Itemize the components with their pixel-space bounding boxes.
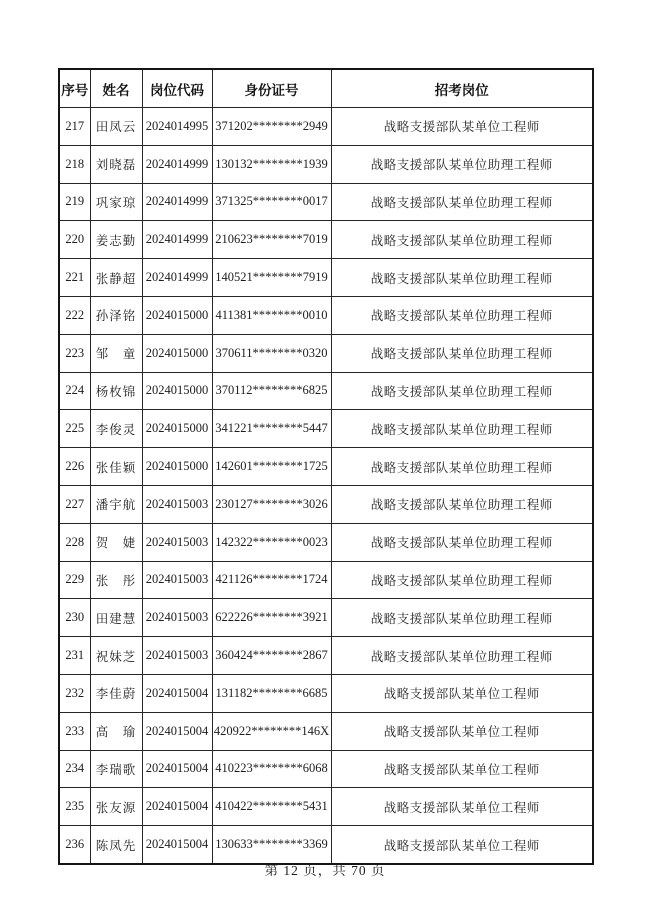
cell-name: 张静超: [90, 259, 142, 297]
cell-name: 潘宇航: [90, 485, 142, 523]
cell-name: 张友源: [90, 788, 142, 826]
cell-name: 邹 童: [90, 334, 142, 372]
cell-seq: 220: [59, 221, 90, 259]
table-row: [59, 599, 593, 637]
cell-recruit-position: 战略支援部队某单位助理工程师: [331, 334, 593, 372]
cell-job-code: 2024015003: [142, 637, 212, 675]
table-body: [59, 108, 593, 864]
col-header-job-code: 岗位代码: [142, 69, 212, 108]
cell-seq: 228: [59, 523, 90, 561]
table-row: [59, 750, 593, 788]
cell-seq: 224: [59, 372, 90, 410]
cell-recruit-position: 战略支援部队某单位助理工程师: [331, 485, 593, 523]
cell-id-number: 421126********1724: [212, 561, 331, 599]
table-row: [59, 410, 593, 448]
cell-job-code: 2024015003: [142, 523, 212, 561]
table-row: [59, 372, 593, 410]
cell-id-number: 410223********6068: [212, 750, 331, 788]
cell-recruit-position: 战略支援部队某单位助理工程师: [331, 372, 593, 410]
cell-recruit-position: 战略支援部队某单位助理工程师: [331, 410, 593, 448]
cell-seq: 218: [59, 145, 90, 183]
cell-recruit-position: 战略支援部队某单位助理工程师: [331, 448, 593, 486]
cell-job-code: 2024014999: [142, 183, 212, 221]
cell-id-number: 410422********5431: [212, 788, 331, 826]
cell-id-number: 370611********0320: [212, 334, 331, 372]
cell-name: 杨枚锦: [90, 372, 142, 410]
cell-id-number: 420922********146X: [212, 712, 331, 750]
cell-name: 陈凤先: [90, 826, 142, 864]
cell-seq: 229: [59, 561, 90, 599]
cell-seq: 217: [59, 108, 90, 146]
table-row: [59, 448, 593, 486]
table-row: [59, 221, 593, 259]
cell-recruit-position: 战略支援部队某单位助理工程师: [331, 296, 593, 334]
cell-seq: 222: [59, 296, 90, 334]
cell-id-number: 230127********3026: [212, 485, 331, 523]
cell-job-code: 2024015000: [142, 410, 212, 448]
candidate-table: [58, 68, 594, 865]
cell-name: 张佳颖: [90, 448, 142, 486]
cell-job-code: 2024015000: [142, 334, 212, 372]
table-row: [59, 674, 593, 712]
cell-job-code: 2024015000: [142, 448, 212, 486]
cell-id-number: 371325********0017: [212, 183, 331, 221]
cell-id-number: 360424********2867: [212, 637, 331, 675]
cell-id-number: 130633********3369: [212, 826, 331, 864]
cell-name: 田建慧: [90, 599, 142, 637]
table-header: [59, 69, 593, 108]
cell-job-code: 2024015003: [142, 485, 212, 523]
cell-recruit-position: 战略支援部队某单位助理工程师: [331, 259, 593, 297]
cell-seq: 225: [59, 410, 90, 448]
cell-recruit-position: 战略支援部队某单位助理工程师: [331, 523, 593, 561]
cell-job-code: 2024015003: [142, 561, 212, 599]
cell-job-code: 2024015003: [142, 599, 212, 637]
table-row: [59, 296, 593, 334]
cell-recruit-position: 战略支援部队某单位工程师: [331, 108, 593, 146]
cell-id-number: 371202********2949: [212, 108, 331, 146]
table-row: [59, 523, 593, 561]
cell-seq: 231: [59, 637, 90, 675]
cell-name: 巩家琼: [90, 183, 142, 221]
cell-id-number: 411381********0010: [212, 296, 331, 334]
table-row: [59, 334, 593, 372]
cell-recruit-position: 战略支援部队某单位助理工程师: [331, 561, 593, 599]
cell-name: 姜志勤: [90, 221, 142, 259]
cell-recruit-position: 战略支援部队某单位工程师: [331, 674, 593, 712]
cell-seq: 235: [59, 788, 90, 826]
cell-name: 贺 婕: [90, 523, 142, 561]
col-header-seq: 序号: [59, 69, 90, 108]
cell-id-number: 131182********6685: [212, 674, 331, 712]
cell-name: 李俊灵: [90, 410, 142, 448]
cell-seq: 230: [59, 599, 90, 637]
table-row: [59, 145, 593, 183]
cell-job-code: 2024014995: [142, 108, 212, 146]
cell-seq: 219: [59, 183, 90, 221]
cell-recruit-position: 战略支援部队某单位助理工程师: [331, 183, 593, 221]
cell-job-code: 2024015004: [142, 674, 212, 712]
cell-seq: 232: [59, 674, 90, 712]
table-row: [59, 259, 593, 297]
cell-job-code: 2024015004: [142, 750, 212, 788]
cell-job-code: 2024014999: [142, 259, 212, 297]
table-row: [59, 485, 593, 523]
cell-recruit-position: 战略支援部队某单位助理工程师: [331, 221, 593, 259]
cell-seq: 233: [59, 712, 90, 750]
cell-recruit-position: 战略支援部队某单位工程师: [331, 788, 593, 826]
cell-seq: 221: [59, 259, 90, 297]
cell-recruit-position: 战略支援部队某单位助理工程师: [331, 637, 593, 675]
table-row: [59, 183, 593, 221]
cell-name: 祝妹芝: [90, 637, 142, 675]
table-row: [59, 712, 593, 750]
cell-seq: 226: [59, 448, 90, 486]
col-header-name: 姓名: [90, 69, 142, 108]
cell-job-code: 2024015004: [142, 712, 212, 750]
cell-job-code: 2024015000: [142, 372, 212, 410]
col-header-id-number: 身份证号: [212, 69, 331, 108]
cell-id-number: 130132********1939: [212, 145, 331, 183]
cell-id-number: 370112********6825: [212, 372, 331, 410]
table-row: [59, 788, 593, 826]
cell-seq: 223: [59, 334, 90, 372]
cell-recruit-position: 战略支援部队某单位工程师: [331, 826, 593, 864]
cell-recruit-position: 战略支援部队某单位工程师: [331, 750, 593, 788]
cell-recruit-position: 战略支援部队某单位助理工程师: [331, 145, 593, 183]
cell-id-number: 341221********5447: [212, 410, 331, 448]
cell-id-number: 210623********7019: [212, 221, 331, 259]
table-row: [59, 637, 593, 675]
page-number-label: 第 12 页，共 70 页: [264, 863, 386, 878]
cell-job-code: 2024014999: [142, 221, 212, 259]
table-row: [59, 561, 593, 599]
header-row: [59, 69, 593, 108]
col-header-recruit-position: 招考岗位: [331, 69, 593, 108]
cell-name: 田凤云: [90, 108, 142, 146]
cell-seq: 227: [59, 485, 90, 523]
cell-seq: 234: [59, 750, 90, 788]
table-row: [59, 108, 593, 146]
cell-seq: 236: [59, 826, 90, 864]
cell-name: 张 彤: [90, 561, 142, 599]
cell-id-number: 622226********3921: [212, 599, 331, 637]
cell-job-code: 2024014999: [142, 145, 212, 183]
cell-id-number: 142601********1725: [212, 448, 331, 486]
cell-name: 刘晓磊: [90, 145, 142, 183]
cell-recruit-position: 战略支援部队某单位助理工程师: [331, 599, 593, 637]
cell-job-code: 2024015004: [142, 826, 212, 864]
cell-job-code: 2024015004: [142, 788, 212, 826]
cell-id-number: 140521********7919: [212, 259, 331, 297]
cell-name: 李瑞歌: [90, 750, 142, 788]
cell-name: 高 瑜: [90, 712, 142, 750]
cell-name: 孙泽铭: [90, 296, 142, 334]
cell-name: 李佳蔚: [90, 674, 142, 712]
cell-id-number: 142322********0023: [212, 523, 331, 561]
cell-job-code: 2024015000: [142, 296, 212, 334]
cell-recruit-position: 战略支援部队某单位工程师: [331, 712, 593, 750]
